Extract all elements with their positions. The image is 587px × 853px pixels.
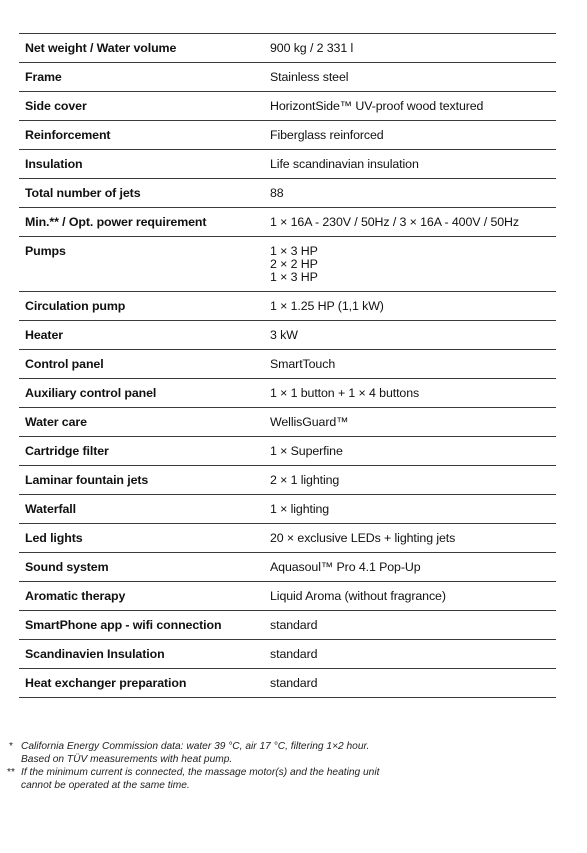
spec-value xyxy=(265,408,556,437)
spec-row xyxy=(19,321,556,350)
spec-value xyxy=(265,208,556,237)
spec-label: Pumps xyxy=(19,237,265,292)
spec-value-line: 2 × 1 lighting xyxy=(270,473,340,487)
spec-row xyxy=(19,63,556,92)
spec-row xyxy=(19,379,556,408)
footnote xyxy=(4,740,564,766)
spec-value xyxy=(265,34,556,63)
spec-value xyxy=(265,437,556,466)
spec-value xyxy=(265,237,556,292)
spec-value-line: 1 × 3 HP xyxy=(270,244,318,258)
footnote-marker: ** xyxy=(7,767,15,778)
spec-value xyxy=(265,92,556,121)
spec-value-line: WellisGuard™ xyxy=(270,415,349,429)
spec-value-line: 900 kg / 2 331 l xyxy=(270,41,354,55)
spec-value xyxy=(265,150,556,179)
footnote-text: California Energy Commission data: water 39 °C, air 17 °C, filtering 1×2 hour. xyxy=(21,741,370,752)
spec-value xyxy=(265,495,556,524)
spec-value-line: 1 × lighting xyxy=(270,502,330,516)
spec-label: Frame xyxy=(19,63,265,92)
spec-row xyxy=(19,669,556,698)
spec-table-body xyxy=(19,34,556,698)
spec-value-line: standard xyxy=(270,647,318,661)
spec-value-line: 1 × 1.25 HP (1,1 kW) xyxy=(270,299,384,313)
spec-row xyxy=(19,92,556,121)
spec-row xyxy=(19,150,556,179)
spec-row xyxy=(19,553,556,582)
spec-row xyxy=(19,34,556,63)
spec-label: Total number of jets xyxy=(19,179,265,208)
spec-row xyxy=(19,179,556,208)
footnote-marker: * xyxy=(9,741,13,752)
spec-label: Auxiliary control panel xyxy=(19,379,265,408)
spec-value-line: 20 × exclusive LEDs + lighting jets xyxy=(270,531,456,545)
spec-label: Heater xyxy=(19,321,265,350)
footnote-text: cannot be operated at the same time. xyxy=(21,780,190,791)
spec-label: Net weight / Water volume xyxy=(19,34,265,63)
spec-value-line: 1 × 16A - 230V / 50Hz / 3 × 16A - 400V / 50Hz xyxy=(270,215,519,229)
spec-value-line: HorizontSide™ UV-proof wood textured xyxy=(270,99,484,113)
spec-label: SmartPhone app - wifi connection xyxy=(19,611,265,640)
spec-value xyxy=(265,669,556,698)
spec-label: Led lights xyxy=(19,524,265,553)
spec-row xyxy=(19,121,556,150)
spec-value-line: 2 × 2 HP xyxy=(270,257,318,271)
spec-value xyxy=(265,640,556,669)
spec-value xyxy=(265,582,556,611)
spec-row xyxy=(19,408,556,437)
spec-value-line: 88 xyxy=(270,186,284,200)
spec-value-line: Stainless steel xyxy=(270,70,349,84)
spec-row xyxy=(19,524,556,553)
spec-row xyxy=(19,495,556,524)
spec-value xyxy=(265,179,556,208)
spec-label: Reinforcement xyxy=(19,121,265,150)
footnote-text: If the minimum current is connected, the massage motor(s) and the heating unit xyxy=(21,767,380,778)
spec-value xyxy=(265,611,556,640)
spec-row xyxy=(19,350,556,379)
spec-value xyxy=(265,121,556,150)
footnotes xyxy=(4,740,564,792)
spec-value-line: 1 × 1 button + 1 × 4 buttons xyxy=(270,386,420,400)
spec-label: Side cover xyxy=(19,92,265,121)
footnote-text: Based on TÜV measurements with heat pump. xyxy=(21,754,233,765)
spec-label: Min.** / Opt. power requirement xyxy=(19,208,265,237)
spec-label: Scandinavien Insulation xyxy=(19,640,265,669)
spec-label: Cartridge filter xyxy=(19,437,265,466)
spec-row xyxy=(19,466,556,495)
footnote xyxy=(4,766,564,792)
spec-row xyxy=(19,237,556,292)
spec-value xyxy=(265,63,556,92)
spec-value-line: standard xyxy=(270,618,318,632)
spec-table xyxy=(19,33,556,698)
spec-label: Sound system xyxy=(19,553,265,582)
spec-value xyxy=(265,379,556,408)
spec-value-line: Fiberglass reinforced xyxy=(270,128,384,142)
spec-value-line: Life scandinavian insulation xyxy=(270,157,419,171)
spec-label: Circulation pump xyxy=(19,292,265,321)
spec-row xyxy=(19,582,556,611)
spec-value-line: 1 × 3 HP xyxy=(270,270,318,284)
spec-label: Waterfall xyxy=(19,495,265,524)
spec-value xyxy=(265,466,556,495)
spec-label: Insulation xyxy=(19,150,265,179)
spec-row xyxy=(19,208,556,237)
spec-row xyxy=(19,292,556,321)
spec-label: Laminar fountain jets xyxy=(19,466,265,495)
spec-value xyxy=(265,292,556,321)
spec-row xyxy=(19,437,556,466)
spec-row xyxy=(19,640,556,669)
spec-label: Heat exchanger preparation xyxy=(19,669,265,698)
spec-value xyxy=(265,321,556,350)
spec-label: Water care xyxy=(19,408,265,437)
spec-value xyxy=(265,350,556,379)
spec-value-line: standard xyxy=(270,676,318,690)
spec-value-line: 3 kW xyxy=(270,328,298,342)
spec-value-line: Aquasoul™ Pro 4.1 Pop-Up xyxy=(270,560,421,574)
spec-value xyxy=(265,524,556,553)
spec-value-line: SmartTouch xyxy=(270,357,336,371)
spec-label: Control panel xyxy=(19,350,265,379)
spec-value xyxy=(265,553,556,582)
spec-value-line: Liquid Aroma (without fragrance) xyxy=(270,589,446,603)
spec-row xyxy=(19,611,556,640)
spec-value-line: 1 × Superfine xyxy=(270,444,343,458)
spec-label: Aromatic therapy xyxy=(19,582,265,611)
